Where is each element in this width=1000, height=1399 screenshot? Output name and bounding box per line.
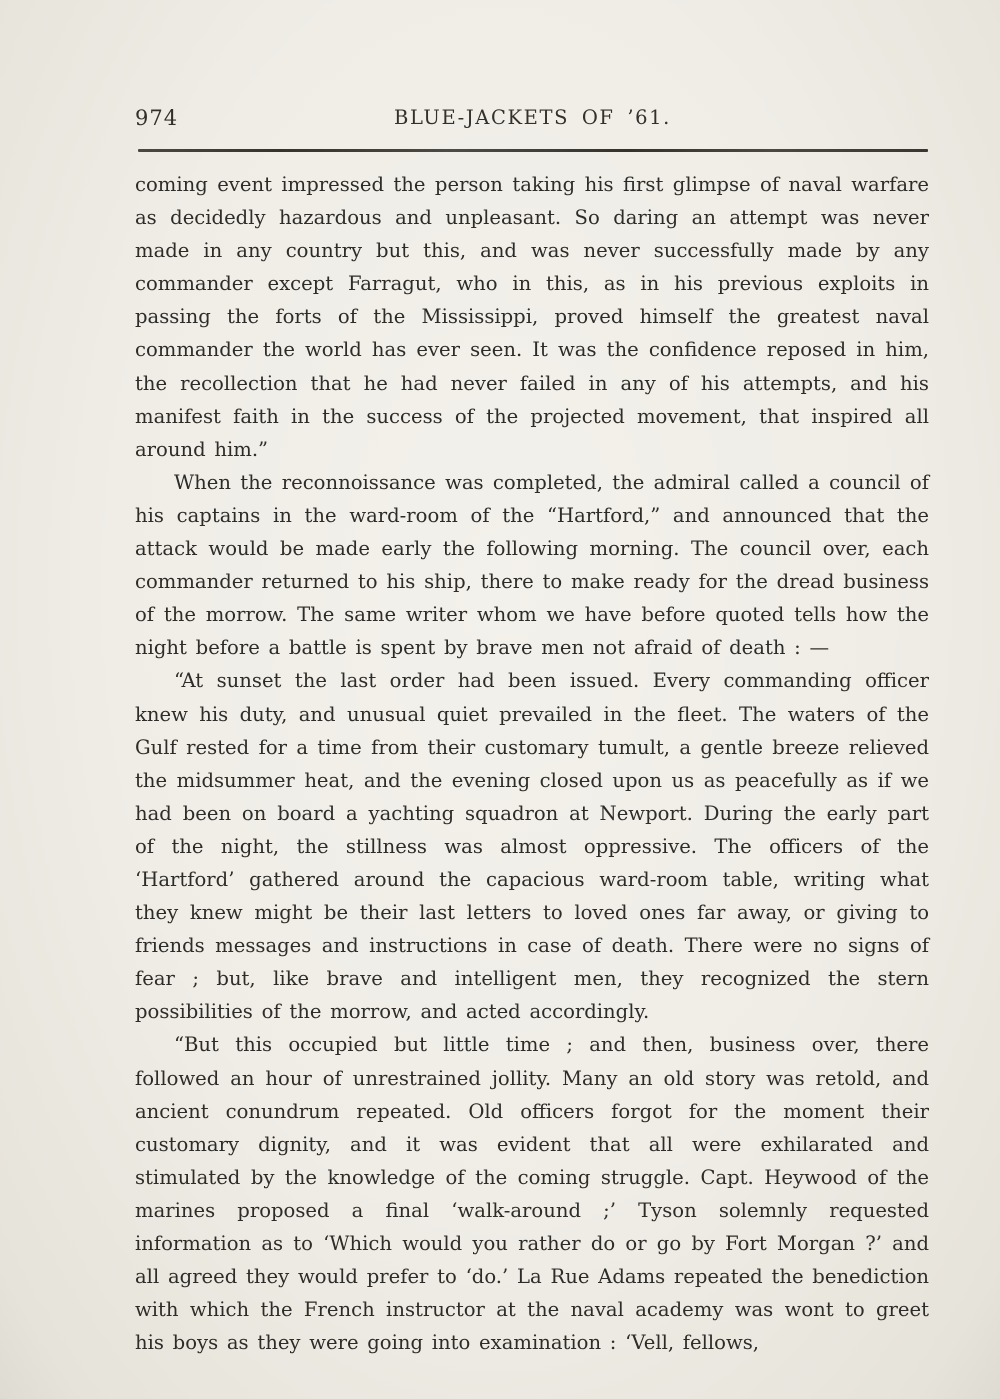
page-header bbox=[135, 106, 930, 134]
paragraph: When the reconnoissance was completed, the admiral called a council of his captains in the ward-room of the “Hartford,” and announced that the attack would be made early the following morning. The council over, each commander returned to his ship, there to make ready for the dread business of the morrow. The same writer whom we have before quoted tells how the night before a battle is spent by brave men not afraid of death : — bbox=[135, 470, 929, 660]
paragraph: “But this occupied but little time ; and then, business over, there followed an hour of unrestrained jollity. Many an old story was retold, and ancient conundrum repeated. Old officers forgot for the moment their customary dignity, and it was evident that all were exhilarated and stimulated by the knowledge of the coming struggle. Capt. Heywood of the marines proposed a final ‘walk-around ;’ Tyson solemnly requested information as to ‘Which would you rather do or go by Fort Morgan ?’ and all agreed they would prefer to ‘do.’ La Rue Adams repeated the benediction with which the French instructor at the naval academy was wont to greet his boys as they were going into examination : ‘Vell, fellows, bbox=[135, 1033, 929, 1355]
paragraph: “At sunset the last order had been issued. Every commanding officer knew his duty, and unusual quiet prevailed in the fleet. The waters of the Gulf rested for a time from their customary tumult, a gentle breeze relieved the midsummer heat, and the evening closed upon us as peacefully as if we had been on board a yachting squadron at Newport. During the early part of the night, the stillness was almost oppressive. The officers of the ‘Hartford’ gathered around the capacious ward-room table, writing what they knew might be their last letters to loved ones far away, or giving to friends messages and instructions in case of death. There were no signs of fear ; but, like brave and intelligent men, they recognized the stern possibilities of the morrow, and acted accordingly. bbox=[135, 669, 929, 1024]
header-rule bbox=[138, 149, 928, 152]
page-body bbox=[135, 168, 929, 1359]
running-title: BLUE-JACKETS OF ’61. bbox=[394, 106, 671, 129]
page-number: 974 bbox=[135, 106, 179, 130]
paragraph-continuation: coming event impressed the person taking his first glimpse of naval warfare as decidedly hazardous and unpleasant. So daring an attempt was never made in any country but this, and was never successfully made by any commander except Farragut, who in this, as in his previous exploits in passing the forts of the Mississippi, proved himself the greatest naval commander the world has ever seen. It was the confidence reposed in him, the recollection that he had never failed in any of his attempts, and his manifest faith in the success of the projected movement, that inspired all around him.” bbox=[135, 173, 929, 461]
